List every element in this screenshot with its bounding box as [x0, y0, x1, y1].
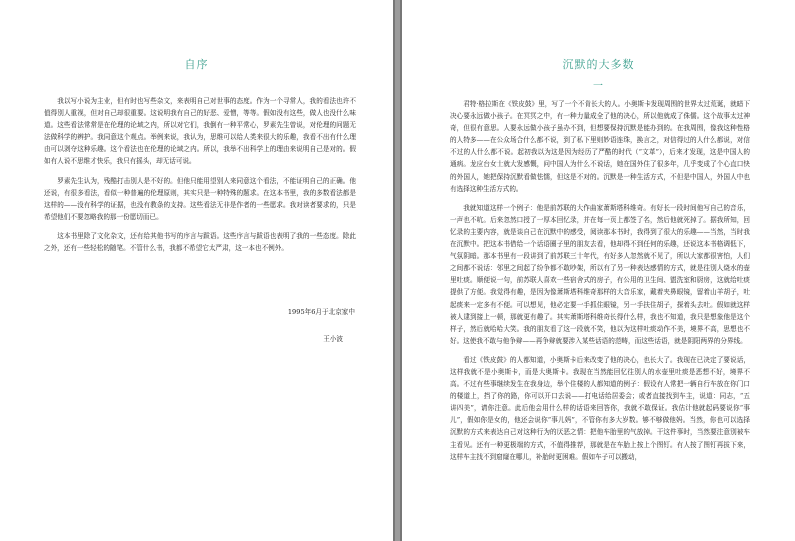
chapter-body: [450, 98, 750, 470]
chapter-paragraph: 君特·格拉斯在《铁皮鼓》里，写了一个不肯长大的人。小奥斯卡发现周围的世界太过荒诞，就暗下决心要永远做小孩子。在冥冥之中，有一种力量成全了他的决心，所以他就成了侏儒。这个故事太过神奇，但很有意思。人要永远做小孩子虽办不到，但想要保持沉默是能办到的。在我周围，像我这种性格的人特多——在公众场合什么都不说，到了私下里则妙语连珠，换言之，对信得过的人什么都说，对信不过的人什么都不说。起初我以为这是因为经历了严酷的时代（“文革”），后来才发现，这是中国人的通病。龙应台女士就大发感慨，问中国人为什么不说话，她在国外住了很多年，几乎变成了个心直口快的外国人，她把保持沉默看做怯懦，但这是不对的。沉默是一种生活方式，不但是中国人，外国人中也有选择这种生活方式的。: [450, 100, 750, 193]
preface-title: 自序: [184, 58, 209, 71]
chapter-title: 沉默的大多数: [562, 58, 635, 71]
page-gutter: [393, 0, 395, 541]
section-number: 一: [593, 81, 604, 92]
chapter-paragraph: 我就知道这样一个例子：他是前苏联的大作曲家萧斯塔科维奇。有好长一段时间他写自己的音乐，一声也不吭。后来忽然口授了一厚本回忆录，并在每一页上都签了名，然后他就死掉了。据我所知，回忆录的主要内容，就是谈自己在沉默中的感受，阅读那本书时，我得到了很大的乐趣——当然，当时我在沉默中。把这本书借给一个话语圈子里的朋友去看，他却得不到任何的乐趣，还说这本书格调低下，气氛阴暗。那本书里有一段讲到了前苏联三十年代，有好多人忽然就不见了，所以大家都很害怕，人们之间都不说话：邻里之间起了纷争都不敢吵架，所以有了另一种表达感情的方式，就是往别人烧水的壶里吐痰。顺便说一句，前苏联人喜欢一些宿舍式的房子，有公用的卫生间、盥洗室和厨房，这就给吐痰提供了方便。我觉得有趣，是因为像萧斯塔科维奇那样的大音乐家，戴着夹鼻眼镜，留着山羊胡子，吐起痰来一定多有不便。可以想见，他必定要一手抓住眼镜，另一手扶住胡子，探着头去吐。假如就这样被人逮到接上一顿，那就更有趣了。其实萧斯塔科维奇长得什么样，我也不知道，我只是想象他是这个样子，然后就哈哈大笑。我的朋友看了这一段就不笑，他以为这样吐痰动作不美，境界不高，思想也不好。这使我不敢与他争辩——再争辩就要涉入某些话语的范畴，而这些话语，就是阴阳两界的分界线。: [450, 203, 750, 345]
preface-body: [44, 95, 356, 261]
chapter-paragraph: 看过《铁皮鼓》的人都知道，小奥斯卡后来改变了他的决心，也长大了。我现在已决定了要说话，这样我就不是小奥斯卡，而是大奥斯卡。我现在当然能回忆往别人的水壶里吐痰是恶想不好，境界不高。不过有些事继续发生在我身边，举个住楼的人都知道的例子：假设有人常把一辆自行车放在你门口的楼道上，挡了你的路，你可以开口去说——打电话给居委会；或者直接找到车主，说道：同志，“五讲四美”，请你注意。此后他会用什么样的话语来回答你，我就不敢保证。我估计他就起码要说你“事儿”，假如你是女的，他还会说你“事儿妈”，不管你有多大岁数。够不够做他妈。当然，你也可以选择沉默的方式来表达自己对这种行为的厌恶之情：把他车胎里的气放掉。干这件事时，当然要注意别被车主看见。还有一种更极端的方式，不值得推荐，那就是在车胎上按上个图钉。有人按了图钉再拔下来，这样车主找不到窟窿在哪儿，补胎时更困难。假如车子可以搬动，: [450, 355, 750, 461]
left-page: [0, 0, 393, 541]
preface-paragraph: 罗素先生认为，残酷打击别人是不好的。但他只能用望别人来同意这个看法，不能证明自己的正确。他还说，有很多看法，看似一种普遍的伦理原则，其实只是一种特殊的题求。在这本书里，我的多数看法都是这样的——没有科学的证据，也没有教条的支持。这些看法无非是作者的一些愿求。我对读者要求的，只是希望他们不要忽略我的那一份愿切而已。: [44, 176, 356, 221]
right-page: [402, 0, 795, 541]
preface-date: 1995年6月于北京家中: [287, 308, 355, 316]
preface-paragraph: 我以写小说为主业，但有时也写些杂文，来表明自己对世事的态度。作为一个寻常人，我的看法也许不值得别人重视，但对自己却很重要。这说明我有自己的好恶、爱憎，等等。假如没有这些，做人也没什么味道。这些看法常常是在伦理的论域之内，所以对它们，我倒有一种平常心，罗素先生曾说，对伦理的问题无法做科学的辨护。我同意这个观点。举例来说，我认为，思维可以给人类来很大的乐趣，我看不出有什么理由可以剥夺这种乐趣。这个看法也在伦理的论域之内。所以，我举不出科学上的理由来说明自己是对的。假如有人说不思维才快乐，我只有摇头，却无话可说。: [44, 97, 356, 166]
preface-author: 王小波: [323, 335, 343, 343]
preface-paragraph: 这本书里除了文化杂文，还有给其他书写的序言与跋语。这些序言与跋语也表明了我的一些态度。除此之外，还有一些轻松的随笔。不管什么书，我都不希望它太严肃，这一本也不例外。: [44, 231, 356, 253]
